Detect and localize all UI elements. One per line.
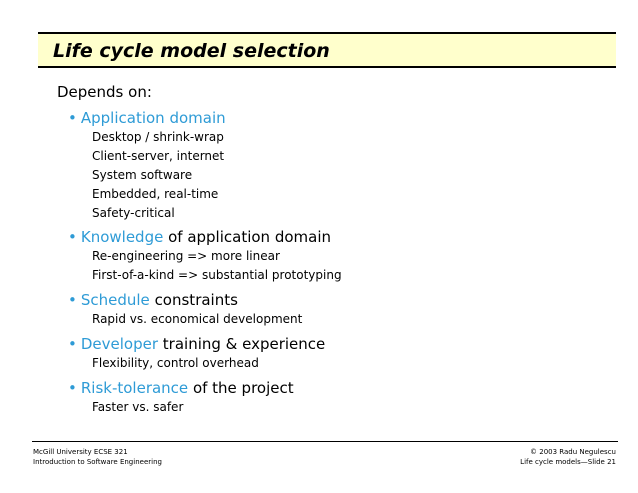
title-bar [38,32,616,68]
bullet-rest: constraints [149,291,238,309]
footer-institution: McGill University ECSE 321 [33,448,128,456]
bullet-dot-icon: • [68,335,77,353]
sub-item: Rapid vs. economical development [92,312,303,326]
bullet-application-domain [68,108,226,128]
sub-item: Faster vs. safer [92,400,184,414]
sub-item: Safety-critical [92,206,175,220]
bullet-keyword: Developer [80,335,159,353]
footer-copyright: © 2003 Radu Negulescu [530,448,616,456]
bullet-dot-icon: • [68,291,77,309]
bullet-group-developer [68,334,325,373]
bullet-rest: training & experience [158,335,326,353]
bullet-group-risk-tolerance [68,378,294,417]
bullet-dot-icon: • [68,228,77,246]
bullet-keyword: Knowledge [80,228,164,246]
bullet-dot-icon: • [68,109,77,127]
sub-item: Embedded, real-time [92,187,219,201]
bullet-group-schedule [68,290,302,329]
sub-item: System software [92,168,193,182]
bullet-rest: of the project [188,379,294,397]
footer-course: Introduction to Software Engineering [33,458,162,466]
slide-title: Life cycle model selection [53,40,330,62]
bullet-schedule [68,290,302,310]
sub-item: Desktop / shrink-wrap [92,130,224,144]
bullet-developer [68,334,325,354]
bullet-keyword: Risk-tolerance [80,379,189,397]
bullet-rest: of application domain [163,228,332,246]
intro-text: Depends on: [57,83,152,101]
bullet-dot-icon: • [68,379,77,397]
bullet-keyword: Application domain [80,109,226,127]
footer-divider [32,441,618,442]
sub-item: First-of-a-kind => substantial prototyping [92,268,342,282]
bullet-risk-tolerance [68,378,294,398]
bullet-keyword: Schedule [80,291,150,309]
sub-item: Flexibility, control overhead [92,356,259,370]
sub-item: Client-server, internet [92,149,225,163]
bullet-group-application-domain [68,108,226,223]
footer-slide-number: Life cycle models—Slide 21 [520,458,616,466]
sub-item: Re-engineering => more linear [92,249,280,263]
bullet-knowledge [68,227,342,247]
bullet-group-knowledge [68,227,342,285]
